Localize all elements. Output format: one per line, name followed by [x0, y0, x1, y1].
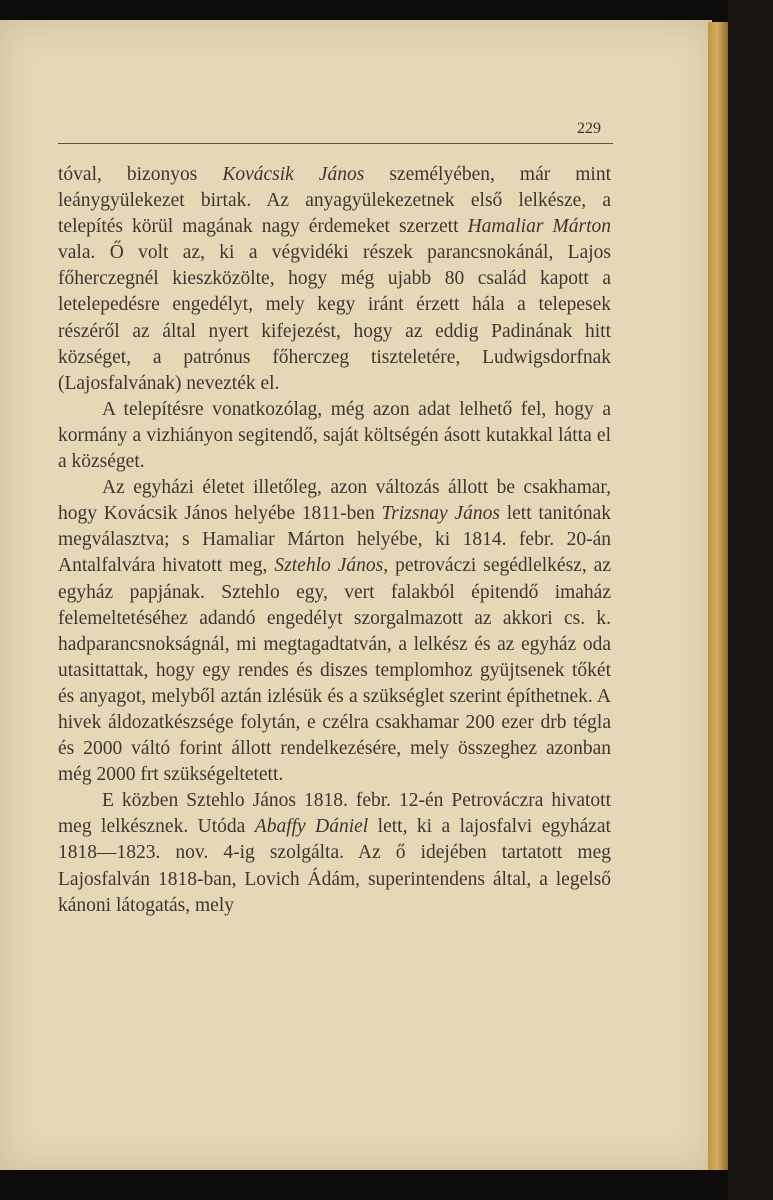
person-name: Trizsnay János [381, 503, 500, 525]
paragraph [58, 788, 611, 918]
text-run: lett, ki a lajosfalvi egyházat 1818—1823. nov. 4-ig szolgálta. Az ő idejében tartatott meg Lajosfalván 1818-ban, Lovich Ádám, superintendens által, a legelső kánoni látogatás, mely [58, 816, 611, 916]
person-name: Sztehlo János [274, 555, 384, 577]
text-run: tóval, bizonyos [58, 164, 223, 185]
text-run: személyében, már mint leánygyülekezet birtak. Az anyagyülekezetnek első lelkésze, a telepítés körül magának nagy érdemeket szerzett [58, 164, 611, 238]
text-run: E közben Sztehlo János 1818. febr. 12-én Petrováczra hivatott meg lelkésznek. Utóda [58, 790, 611, 838]
paragraph [58, 475, 611, 788]
text-run: vala. Ő volt az, ki a végvidéki részek parancsnokánál, Lajos főherczegnél kieszközölte, hogy még ujabb 80 család kapott a letelepedésre engedélyt, mely kegy iránt érzett hála a telepesek részéről az által nyert kifejezést, hogy az eddig Padinának hitt községet, a patrónus főherczeg tiszteletére, Ludwigsdorfnak (Lajosfalvának) nevezték el. [58, 242, 611, 394]
person-name: Kovácsik János [222, 164, 365, 185]
page-number: 229 [577, 120, 601, 137]
person-name: Abaffy Dániel [254, 816, 369, 838]
text-run: lett tanitónak megválasztva; s Hamaliar Márton helyébe, ki 1814. febr. 20-án Antalfalvára hivatott meg, [58, 503, 611, 577]
header-rule [58, 143, 613, 144]
page-edges [708, 22, 728, 1170]
text-run: Az egyházi életet illetőleg, azon változás állott be csakhamar, hogy Kovácsik János helyébe 1811-ben [58, 477, 611, 525]
person-name: Hamaliar Márton [467, 216, 611, 238]
paragraph [58, 162, 611, 397]
paragraph [58, 397, 611, 475]
book-cover-edge [728, 0, 773, 1200]
body-text [58, 162, 611, 919]
text-run: A telepítésre vonatkozólag, még azon adat lelhető fel, hogy a kormány a vizhiányon segitendő, saját költségén ásott kutakkal látta el a községet. [58, 398, 611, 473]
text-run: , petrováczi segédlelkész, az egyház papjának. Sztehlo egy, vert falakból épitendő imaház felemeltetéséhez adandó engedélyt szorgalmazott az akkori cs. k. hadparancsnokságnál, mi megtagadtatván, a lelkész és az egyház oda utasittattak, hogy egy rendes és diszes templomhoz gyüjtsenek tőkét és anyagot, melyből aztán izlésük és a szükséglet szerint építhetnek. A hivek áldozatkészsége folytán, e czélra csakhamar 200 ezer drb tégla és 2000 váltó forint állott rendelkezésére, mely összeghez azonban még 2000 frt szükségeltetett. [58, 555, 611, 786]
